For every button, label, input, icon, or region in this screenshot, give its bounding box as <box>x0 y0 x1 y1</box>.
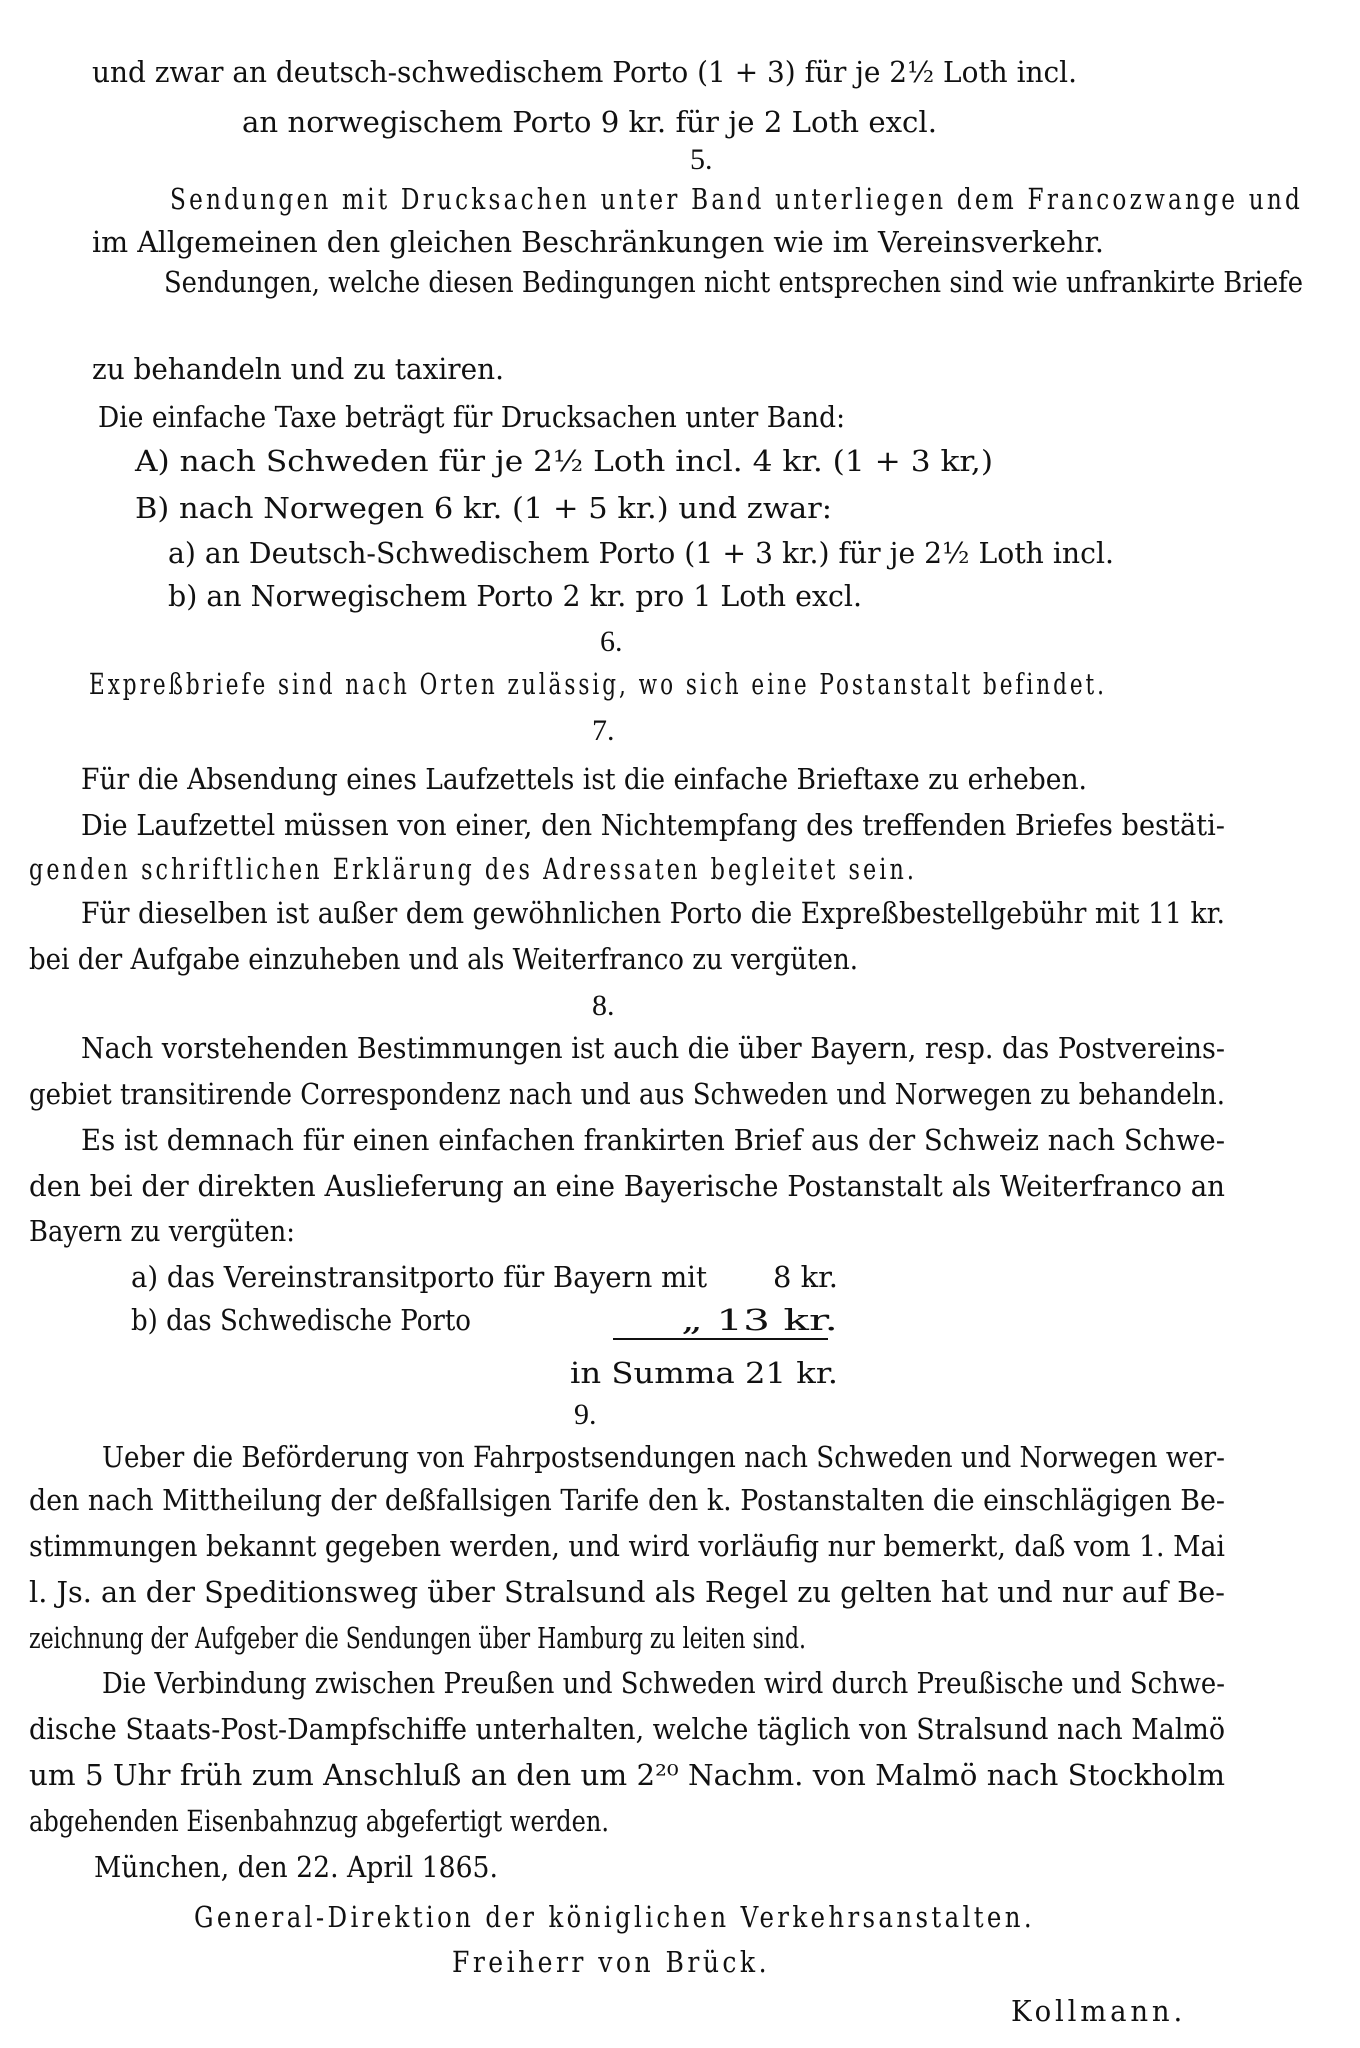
sum-line: in Summa 21 kr. <box>570 1356 838 1390</box>
text-line: l. Js. an der Speditionsweg über Stralsund als Regel zu gelten hat und nur auf Be- <box>29 1575 1225 1609</box>
section-number: 5. <box>690 143 713 176</box>
section-number: 8. <box>592 989 615 1022</box>
text-line: stimmungen bekannt gegeben werden, und wird vorläufig nur bemerkt, daß vom 1. Mai <box>29 1529 1225 1563</box>
text-line: Sendungen, welche diesen Bedingungen nicht entsprechen sind wie unfrankirte Briefe <box>164 265 1303 299</box>
text-line: gebiet transitirende Correspondenz nach und aus Schweden und Norwegen zu behandeln. <box>29 1077 1225 1111</box>
issuing-authority: General-Direktion der königlichen Verkehrsanstalten. <box>194 1900 1035 1934</box>
text-line: Bayern zu vergüten: <box>29 1214 295 1248</box>
text-line: im Allgemeinen den gleichen Beschränkungen wie im Vereinsverkehr. <box>92 225 1104 259</box>
text-line: genden schriftlichen Erklärung des Adressaten begleitet sein. <box>29 852 917 886</box>
text-line: Für die Absendung eines Laufzettels ist die einfache Brieftaxe zu erheben. <box>81 762 1087 796</box>
text-line: Die einfache Taxe beträgt für Drucksachen unter Band: <box>98 400 845 434</box>
text-line: Für dieselben ist außer dem gewöhnlichen Porto die Expreßbestellgebühr mit 11 kr. <box>81 896 1225 930</box>
text-line: den nach Mittheilung der deßfallsigen Tarife den k. Postanstalten die einschlägigen Be- <box>29 1483 1225 1517</box>
text-line: A) nach Schweden für je 2½ Loth incl. 4 kr. (1 + 3 kr,) <box>135 444 993 478</box>
text-line: B) nach Norwegen 6 kr. (1 + 5 kr.) und zwar: <box>135 491 832 525</box>
text-line: Es ist demnach für einen einfachen frankirten Brief aus der Schweiz nach Schwe- <box>81 1123 1225 1157</box>
section-number: 6. <box>600 625 623 658</box>
signatory: Freiherr von Brück. <box>452 1945 770 1979</box>
text-line: dische Staats-Post-Dampfschiffe unterhalten, welche täglich von Stralsund nach Malmö <box>29 1712 1225 1746</box>
text-line: den bei der direkten Auslieferung an eine Bayerische Postanstalt als Weiterfranco an <box>29 1169 1225 1203</box>
text-line: bei der Aufgabe einzuheben und als Weiterfranco zu vergüten. <box>29 942 858 976</box>
text-line: Nach vorstehenden Bestimmungen ist auch die über Bayern, resp. das Postvereins- <box>81 1031 1225 1065</box>
text-line: abgehenden Eisenbahnzug abgefertigt werden. <box>29 1804 609 1838</box>
text-line: zu behandeln und zu taxiren. <box>92 352 504 386</box>
text-line: Expreßbriefe sind nach Orten zulässig, wo sich eine Postanstalt befindet. <box>89 667 1107 701</box>
text-line: b) an Norwegischem Porto 2 kr. pro 1 Loth excl. <box>168 579 862 613</box>
table-label: b) das Schwedische Porto <box>131 1303 471 1337</box>
text-line: an norwegischem Porto 9 kr. für je 2 Loth excl. <box>242 105 937 139</box>
place-date: München, den 22. April 1865. <box>94 1850 498 1884</box>
text-line: Die Laufzettel müssen von einer, den Nichtempfang des treffenden Briefes bestäti- <box>81 808 1225 842</box>
text-line: a) an Deutsch-Schwedischem Porto (1 + 3 kr.) für je 2½ Loth incl. <box>168 536 1114 570</box>
text-line: um 5 Uhr früh zum Anschluß an den um 2²⁰ Nachm. von Malmö nach Stockholm <box>29 1758 1225 1792</box>
countersignatory: Kollmann. <box>1011 1994 1186 2028</box>
table-value: 8 kr. <box>773 1260 838 1294</box>
text-line: und zwar an deutsch-schwedischem Porto (1 + 3) für je 2½ Loth incl. <box>92 55 1077 89</box>
text-line: Sendungen mit Drucksachen unter Band unterliegen dem Francozwange und <box>170 182 1303 216</box>
table-label: a) das Vereinstransitporto für Bayern mit <box>131 1260 707 1294</box>
text-line: zeichnung der Aufgeber die Sendungen über Hamburg zu leiten sind. <box>29 1621 806 1655</box>
section-number: 9. <box>574 1398 597 1431</box>
text-line: Die Verbindung zwischen Preußen und Schweden wird durch Preußische und Schwe- <box>102 1666 1225 1700</box>
table-value: „ 13 kr. <box>681 1303 838 1337</box>
sum-rule <box>613 1338 828 1340</box>
text-line: Ueber die Beförderung von Fahrpostsendungen nach Schweden und Norwegen wer- <box>102 1440 1225 1474</box>
section-number: 7. <box>592 714 615 747</box>
